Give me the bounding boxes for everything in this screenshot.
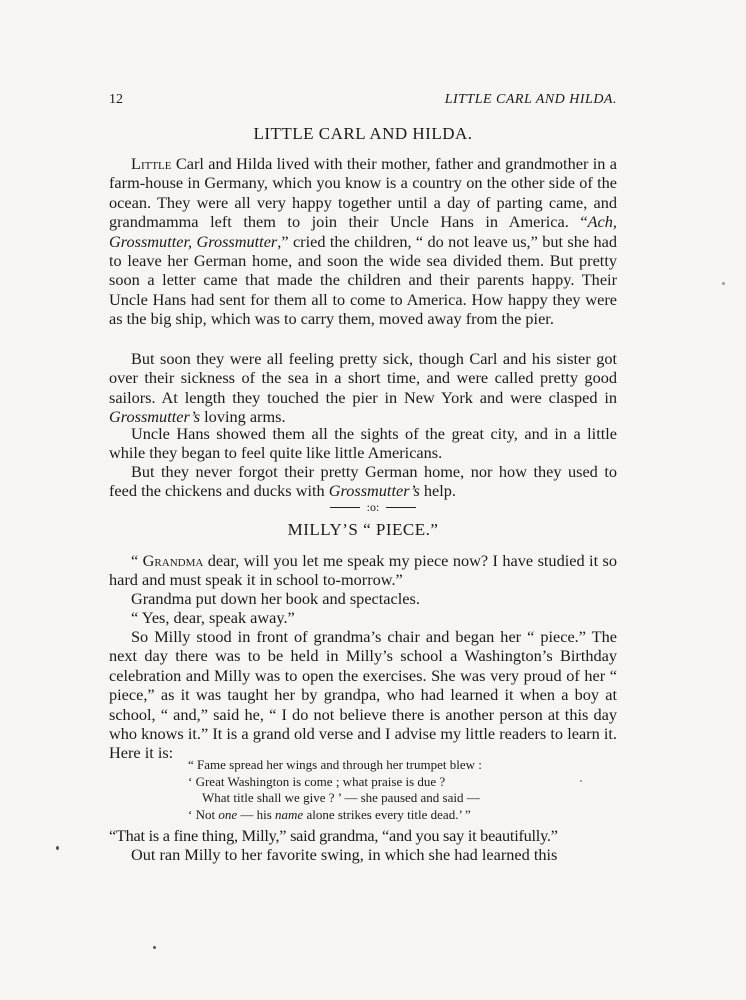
story1-paragraph-2 bbox=[109, 349, 617, 427]
story2-paragraph-5: “That is a fine thing, Milly,” said grandma, “and you say it beautifully.” bbox=[109, 826, 558, 845]
page-number: 12 bbox=[109, 92, 123, 107]
divider-ornament: :o: bbox=[366, 500, 380, 514]
text-run: loving arms. bbox=[200, 407, 286, 427]
section-divider bbox=[330, 500, 416, 516]
italic-run: Grossmutter’s bbox=[328, 481, 420, 501]
text-run: dear, will you let me speak my piece now? I have studied it so hard and must speak it in school to-morrow.” bbox=[109, 551, 618, 590]
text-run: ,” cried the children, “ do not leave us,” but she had to leave her German home, and soon the wide sea divided them. But pretty soon a letter came that made the children and their parents happy. Their Uncle Hans had sent for them all to come to America. How happy they were as the big ship, which was to carry them, moved away from the pier. bbox=[109, 231, 617, 329]
poem-line-1: “ Fame spread her wings and through her trumpet blew : bbox=[188, 757, 482, 772]
divider-rule-left bbox=[330, 507, 360, 508]
story-title-little-carl-and-hilda: LITTLE CARL AND HILDA. bbox=[253, 124, 473, 143]
text-run: “ bbox=[131, 551, 143, 570]
story1-paragraph-3: Uncle Hans showed them all the sights of the great city, and in a little while they began to feel quite like little Americans. bbox=[109, 424, 617, 463]
text-run: — his bbox=[237, 806, 276, 822]
italic-run: one bbox=[218, 806, 238, 822]
small-caps-lead: Little bbox=[131, 154, 172, 173]
story1-paragraph-1 bbox=[109, 154, 617, 329]
page-speck bbox=[722, 282, 725, 285]
running-head bbox=[109, 92, 617, 112]
story2-paragraph-2: Grandma put down her book and spectacles. bbox=[131, 589, 420, 608]
italic-run: Ach, Grossmutter, Grossmutter bbox=[109, 212, 617, 251]
story2-paragraph-6: Out ran Milly to her favorite swing, in which she had learned this bbox=[131, 845, 558, 864]
story2-paragraph-3: “ Yes, dear, speak away.” bbox=[131, 608, 295, 627]
running-title: LITTLE CARL AND HILDA. bbox=[444, 92, 617, 107]
divider-rule-right bbox=[386, 507, 416, 508]
text-run: ‘ Not bbox=[188, 806, 219, 822]
page-speck bbox=[153, 946, 156, 949]
poem-line-4 bbox=[188, 807, 608, 824]
italic-run: Grossmutter’s bbox=[109, 407, 201, 427]
text-run: help. bbox=[419, 481, 456, 501]
story2-paragraph-4: So Milly stood in front of grandma’s chair and began her “ piece.” The next day there was to be held in Milly’s school a Washington’s Birthday celebration and Milly was to open the exercises. She was very proud of her “ piece,” as it was taught her by grandpa, who had learned it when a boy at school, “ and,” said he, “ I do not believe there is another person at this day who knows it.” It is a grand old verse and I advise my little readers to learn it. Here it is: bbox=[109, 627, 617, 763]
story1-paragraph-4 bbox=[109, 462, 617, 501]
poem-line-3: What title shall we give ? ’ — she paused and said — bbox=[202, 790, 480, 805]
text-run: But they never forgot their pretty German home, nor how they used to feed the chickens and ducks with bbox=[109, 462, 617, 501]
small-caps-lead: Grandma bbox=[142, 551, 204, 570]
poem-line-2: ‘ Great Washington is come ; what praise is due ? bbox=[188, 773, 446, 789]
story-title-millys-piece: MILLY’S “ PIECE.” bbox=[287, 520, 439, 539]
text-run: alone strikes every title dead.’ ” bbox=[303, 806, 471, 822]
page-speck bbox=[580, 780, 582, 782]
text-run: Carl and Hilda lived with their mother, father and grandmother in a farm-house in Germany, which you know is a country on the other side of the ocean. They were all very happy together until a day of parting came, and grandmamma left them to join their Uncle Hans in America. “ bbox=[109, 154, 617, 232]
page-speck bbox=[56, 846, 59, 850]
italic-run: name bbox=[275, 806, 304, 822]
story2-paragraph-1 bbox=[109, 551, 617, 590]
text-run: But soon they were all feeling pretty sick, though Carl and his sister got over their sickness of the sea in a short time, and were called pretty good sailors. At length they touched the pier in New York and were clasped in bbox=[109, 349, 617, 407]
poem-verse bbox=[188, 757, 608, 823]
